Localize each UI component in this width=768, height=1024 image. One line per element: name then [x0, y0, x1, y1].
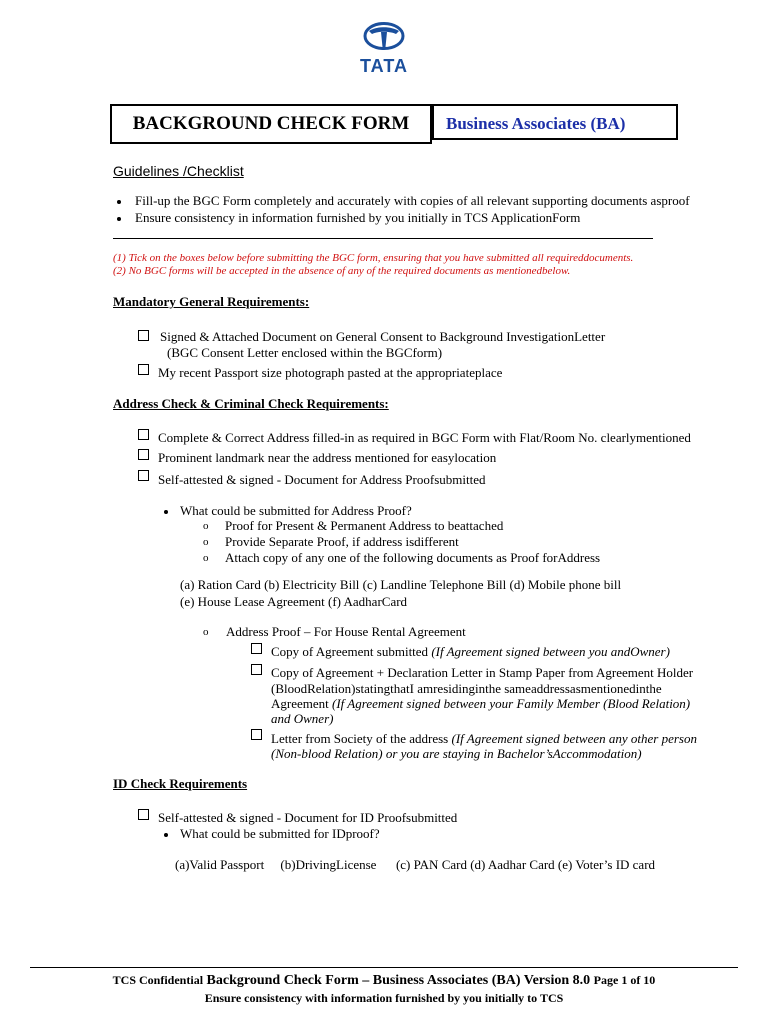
photograph-checkbox[interactable]	[138, 364, 149, 375]
id-proof-checkbox[interactable]	[138, 809, 149, 820]
mandatory-heading: Mandatory General Requirements:	[113, 294, 310, 309]
checklist-label: Self-attested & signed - Document for Address Proofsubmitted	[158, 472, 486, 487]
note-item: (2) No BGC forms will be accepted in the absence of any of the required documents as mentionedbelow.	[113, 265, 571, 277]
rental-item-cont: (Non-blood Relation) or you are staying in Bachelor’sAccommodation)	[271, 746, 642, 761]
document-list: (a) Ration Card (b) Electricity Bill (c) Landline Telephone Bill (d) Mobile phone bill	[180, 577, 622, 592]
society-letter-checkbox[interactable]	[251, 729, 262, 740]
rental-item: Copy of Agreement + Declaration Letter in Stamp Paper from Agreement Holder	[271, 665, 694, 680]
rental-item: Letter from Society of the address (If Agreement signed between any other person	[271, 731, 697, 746]
checklist-label: Self-attested & signed - Document for ID Proofsubmitted	[158, 810, 458, 825]
id-question: What could be submitted for IDproof?	[180, 826, 380, 841]
circle-bullet-icon: o	[203, 552, 209, 564]
logo-wordmark: TATA	[360, 56, 408, 76]
id-document-list: (a)Valid Passport (b)DrivingLicense (c) PAN Card (d) Aadhar Card (e) Voter’s ID card	[175, 857, 656, 872]
rental-item-cont: Agreement (If Agreement signed between your Family Member (Blood Relation)	[271, 696, 691, 711]
landmark-checkbox[interactable]	[138, 449, 149, 460]
checklist-label: Signed & Attached Document on General Consent to Background InvestigationLetter	[160, 329, 606, 344]
id-check-heading: ID Check Requirements	[113, 776, 248, 791]
circle-bullet-icon: o	[203, 536, 209, 548]
rental-heading: Address Proof – For House Rental Agreement	[226, 624, 466, 639]
document-list: (e) House Lease Agreement (f) AadharCard	[180, 594, 408, 609]
checklist-label: Complete & Correct Address filled-in as required in BGC Form with Flat/Room No. clearlymentioned	[158, 430, 691, 445]
complete-address-checkbox[interactable]	[138, 429, 149, 440]
rental-item-cont: and Owner)	[271, 711, 334, 726]
tata-emblem-icon	[363, 22, 405, 50]
form-subtitle: Business Associates (BA)	[432, 104, 678, 140]
declaration-letter-checkbox[interactable]	[251, 664, 262, 675]
guidelines-heading: Guidelines /Checklist	[113, 163, 244, 179]
address-proof-checkbox[interactable]	[138, 470, 149, 481]
form-title: BACKGROUND CHECK FORM	[110, 104, 432, 144]
guideline-item: Ensure consistency in information furnished by you initially in TCS ApplicationForm	[135, 210, 581, 225]
address-question: What could be submitted for Address Proof?	[180, 503, 412, 518]
checklist-sublabel: (BGC Consent Letter enclosed within the BGCform)	[167, 345, 443, 360]
footer-divider	[30, 967, 738, 968]
bullet-icon	[164, 510, 168, 514]
bullet-icon	[164, 833, 168, 837]
footer-line-2: Ensure consistency with information furnished by you initially to TCS	[204, 991, 564, 1005]
address-heading: Address Check & Criminal Check Requirements:	[113, 396, 389, 411]
note-item: (1) Tick on the boxes below before submitting the BGC form, ensuring that you have submitted all requireddocuments.	[113, 252, 634, 264]
circle-bullet-icon: o	[203, 626, 209, 638]
consent-letter-checkbox[interactable]	[138, 330, 149, 341]
address-sub: Provide Separate Proof, if address isdifferent	[225, 534, 459, 549]
checklist-label: My recent Passport size photograph pasted at the appropriateplace	[158, 365, 503, 380]
bullet-icon	[117, 217, 121, 221]
bullet-icon	[117, 200, 121, 204]
address-sub: Proof for Present & Permanent Address to beattached	[225, 518, 504, 533]
circle-bullet-icon: o	[203, 520, 209, 532]
rental-item: Copy of Agreement submitted (If Agreement signed between you andOwner)	[271, 644, 670, 659]
footer-line-1: TCS Confidential Background Check Form – Business Associates (BA) Version 8.0 Page 1 of 10	[112, 973, 656, 988]
rental-agreement-checkbox[interactable]	[251, 643, 262, 654]
divider	[113, 238, 653, 239]
tata-logo	[0, 22, 768, 77]
checklist-label: Prominent landmark near the address mentioned for easylocation	[158, 450, 497, 465]
rental-item-cont: (BloodRelation)statingthatI amresidinginthe sameaddressasmentionedinthe	[271, 681, 662, 696]
guideline-item: Fill-up the BGC Form completely and accurately with copies of all relevant supporting documents asproof	[135, 193, 690, 208]
address-sub: Attach copy of any one of the following documents as Proof forAddress	[225, 550, 601, 565]
